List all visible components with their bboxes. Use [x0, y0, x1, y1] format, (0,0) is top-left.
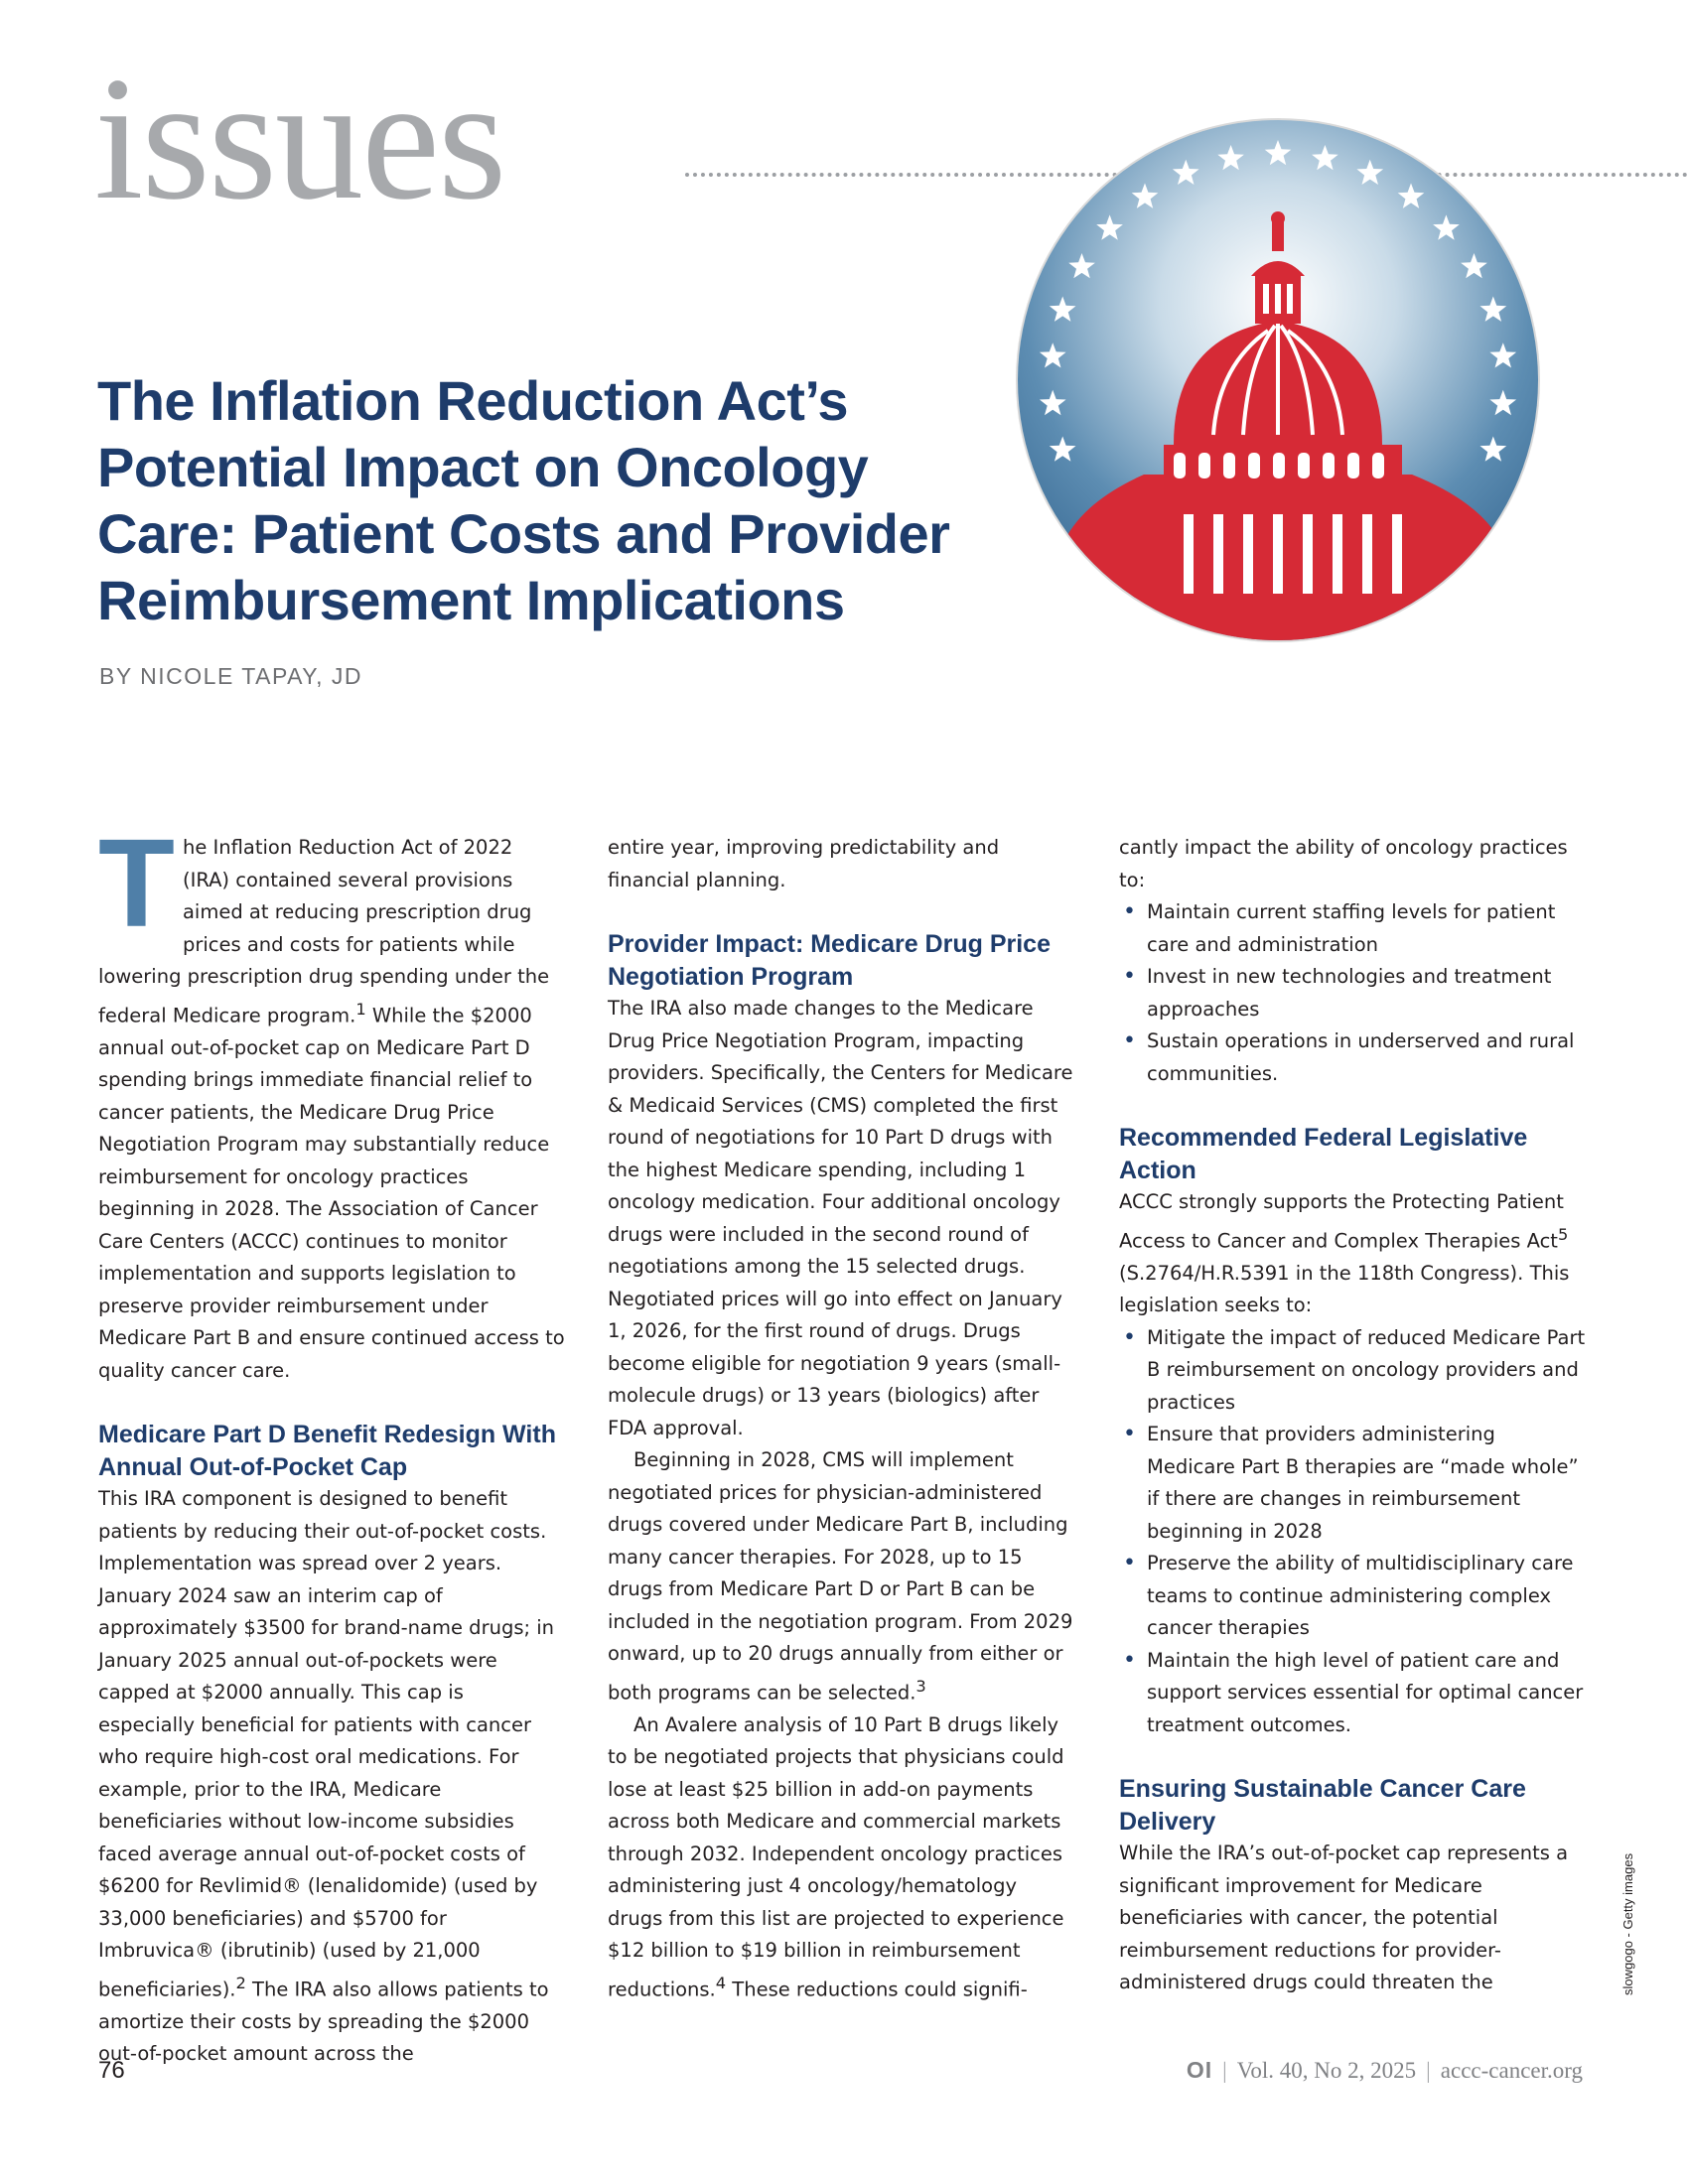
column-3 — [1119, 832, 1586, 1999]
column-2 — [608, 832, 1074, 2006]
paragraph-part-d: This IRA component is designed to benefit patients by reducing their out-of-pocket costs. Implementation was spread over 2 years. January 2024 saw an interim cap of approximately $3500 for brand-name drugs; in January 2025 annual out-of-pockets were capped at $2000 annually. This cap is especially beneficial for patients with cancer who require high-cost oral medications. For example, prior to the IRA, Medicare beneficiaries without low-income subsidies faced average annual out-of-pocket costs of $6200 for Revlimid® (lenalidomide) (used by 33,000 beneficiaries) and $5700 for Imbruvica® (ibrutinib) (used by 21,000 beneficiaries).$^2$ The IRA also allows patients to amortize their costs by spreading the $2000 out-of-pocket amount across the — [98, 1487, 555, 2065]
issue-info: Vol. 40, No 2, 2025 — [1236, 2058, 1417, 2083]
footnote-ref[interactable]: 2 — [235, 1973, 246, 1992]
list-item: • Ensure that providers administering Medicare Part B therapies are “made whole” if there are changes in reimbursement beginning in 2028 — [1119, 1419, 1586, 1548]
list-item: • Mitigate the impact of reduced Medicare Part B reimbursement on oncology providers and practices — [1119, 1322, 1586, 1420]
paragraph-avalere: An Avalere analysis of 10 Part B drugs likely to be negotiated projects that physicians could lose at least $25 billion in add-on payments across both Medicare and commercial markets through 2032. Independent oncology practices administering just 4 oncology/hematology drugs from this list are projected to experience $12 billion to $19 billion in reimbursement reductions.$^4$ These reductions could signifi- — [608, 1712, 1064, 2000]
article-title: The Inflation Reduction Act’s Potential Impact on Oncology Care: Patient Costs and Provider Reimbursement Implications — [97, 369, 950, 631]
paragraph-continued: cantly impact the ability of oncology practices to: — [1119, 836, 1568, 891]
image-credit: slowgogo - Getty images — [1620, 1852, 1635, 1995]
paragraph-sustainable: While the IRA’s out-of-pocket cap represents a significant improvement for Medicare beneficiaries with cancer, the potential reimbursement reductions for provider-administered drugs could threaten the — [1119, 1842, 1569, 1993]
legislation-goals-list — [1119, 1322, 1586, 1742]
list-item: • Sustain operations in underserved and rural communities. — [1119, 1025, 1586, 1090]
heading-legislative-action: Recommended Federal Legislative Action — [1119, 1124, 1528, 1184]
footnote-ref[interactable]: 1 — [355, 999, 366, 1019]
paragraph-part-b: Beginning in 2028, CMS will implement negotiated prices for physician-administered drugs covered under Medicare Part B, including many cancer therapies. For 2028, up to 15 drugs from Medicare Part D or Part B can be included in the negotiation program. From 2029 onward, up to 20 drugs annually from either or both programs can be selected.$^3$ — [608, 1448, 1073, 1704]
capitol-dome-icon — [1015, 117, 1541, 643]
heading-provider-impact: Provider Impact: Medicare Drug Price Negotiation Program — [608, 930, 1051, 991]
journal-logo: OI — [1186, 2057, 1213, 2083]
byline: BY NICOLE TAPAY, JD — [99, 663, 362, 689]
list-item: • Preserve the ability of multidisciplinary care teams to continue administering complex cancer therapies — [1119, 1548, 1586, 1645]
column-1 — [98, 813, 565, 2071]
list-item: • Invest in new technologies and treatment approaches — [1119, 961, 1586, 1025]
intro-paragraph: The Inflation Reduction Act of 2022 (IRA) contained several provisions aimed at reducing prescription drug prices and costs for patients while lowering prescription drug spending under the federal Medicare program.$^1$ While the $2000 annual out-of-pocket cap on Medicare Part D spending brings immediate financial relief to cancer patients, the Medicare Drug Price Negotiation Program may substantially reduce reimbursement for oncology practices beginning in 2028. The Association of Cancer Care Centers (ACCC) continues to monitor implementation and supports legislation to preserve provider reimbursement under Medicare Part B and ensure continued access to quality cancer care. — [98, 813, 565, 1382]
heading-part-d-redesign: Medicare Part D Benefit Redesign With Annual Out-of-Pocket Cap — [98, 1421, 556, 1481]
footnote-ref[interactable]: 5 — [1557, 1224, 1569, 1244]
running-footer — [1187, 2057, 1583, 2084]
list-item: • Maintain current staffing levels for patient care and administration — [1119, 896, 1586, 961]
footnote-ref[interactable]: 3 — [915, 1676, 926, 1696]
list-item: • Maintain the high level of patient care and support services essential for optimal cancer treatment outcomes. — [1119, 1645, 1586, 1742]
website-link[interactable]: accc-cancer.org — [1440, 2058, 1583, 2083]
masthead: issues — [94, 40, 505, 236]
heading-sustainable-delivery: Ensuring Sustainable Cancer Care Delivery — [1119, 1775, 1526, 1836]
footer-separator: | — [1222, 2058, 1227, 2083]
paragraph-continued: entire year, improving predictability and financial planning. — [608, 836, 1000, 891]
page-number: 76 — [98, 2057, 125, 2084]
paragraph-legislation: ACCC strongly supports the Protecting Patient Access to Cancer and Complex Therapies Act$^5$ (S.2764/H.R.5391 in the 118th Congress). This legislation seeks to: — [1119, 1190, 1570, 1316]
drop-cap: T — [98, 813, 175, 953]
paragraph-negotiation: The IRA also made changes to the Medicare Drug Price Negotiation Program, impacting providers. Specifically, the Centers for Medicare & Medicaid Services (CMS) completed the first round of negotiations for 10 Part D drugs with the highest Medicare spending, including 1 oncology medication. Four additional oncology drugs were included in the second round of negotiations among the 15 selected drugs. Negotiated prices will go into effect on January 1, 2026, for the first round of drugs. Drugs become eligible for negotiation 9 years (small-molecule drugs) or 13 years (biologics) after FDA approval. — [608, 997, 1073, 1439]
footer-separator: | — [1426, 2058, 1431, 2083]
footnote-ref[interactable]: 4 — [715, 1973, 727, 1992]
impact-list — [1119, 896, 1586, 1090]
